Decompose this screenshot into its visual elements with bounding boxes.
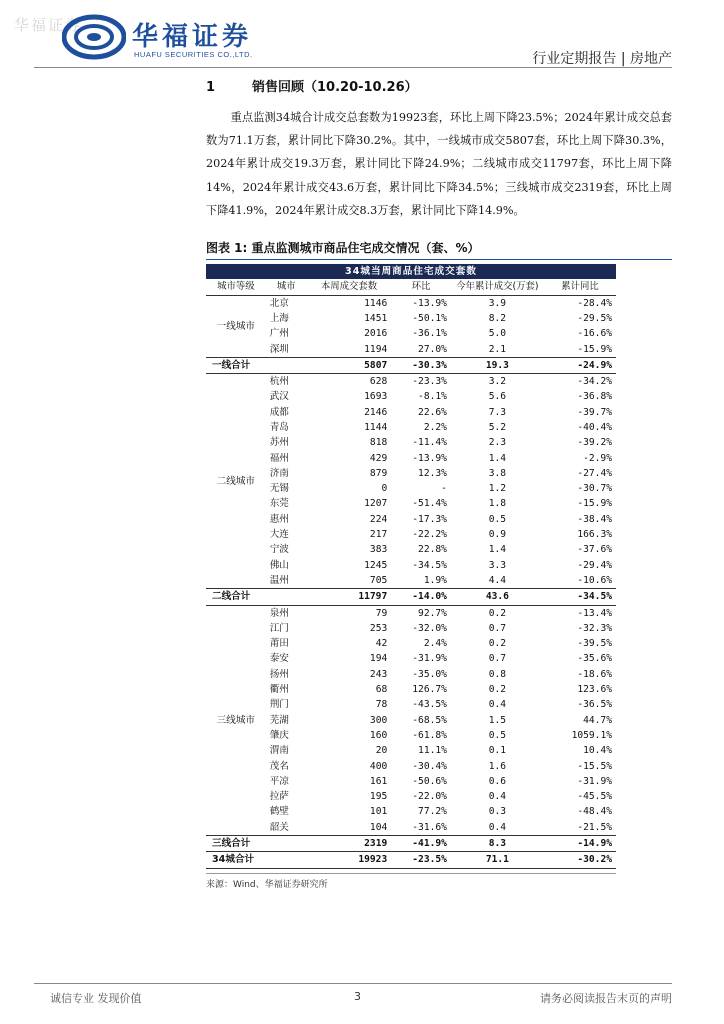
logo-name-en: HUAFU SECURITIES CO.,LTD. <box>134 50 253 59</box>
col-header: 环比 <box>391 279 451 295</box>
table-cell: 123.6% <box>577 684 612 696</box>
table-cell: 芜湖 <box>269 714 289 726</box>
table-cell: -13.9% <box>412 297 447 309</box>
subtotal-row <box>206 589 616 605</box>
table-cell: -21.5% <box>577 821 612 833</box>
summary-paragraph: 重点监测34城合计成交总套数为19923套，环比上周下降23.5%；2024年累计成交总套数为71.1万套，累计同比下降30.2%。其中，一线城市成交5807套，环比上周下降30.3%，2024年累计成交19.3万套，累计同比下降24.9%；二线城市成交11797套，环比上周下降14%，2024年累计成交43.6万套，累计同比下降34.5%；三线城市成交2319套，环比上周下降41.9%，2024年累计成交8.3万套，累计同比下降14.9%。 <box>206 111 672 217</box>
subtotal-cell: 19.3 <box>451 357 544 373</box>
table-row <box>206 311 616 326</box>
table-cell: 0.4 <box>488 699 507 711</box>
table-cell: 0.1 <box>488 745 507 757</box>
table-cell: -36.1% <box>412 328 447 340</box>
table-row <box>206 804 616 819</box>
table-cell: 429 <box>369 452 388 464</box>
table-row <box>206 374 616 390</box>
table-cell: -43.5% <box>412 699 447 711</box>
table-cell: 1194 <box>364 343 388 355</box>
subtotal-cell: -34.5% <box>544 589 616 605</box>
table-cell: 20 <box>375 745 388 757</box>
table-banner: 34城当周商品住宅成交套数 <box>206 264 616 279</box>
footer-divider <box>34 983 672 984</box>
section-number: 1 <box>206 80 216 95</box>
table-cell: 2146 <box>364 406 388 418</box>
table-cell: 泉州 <box>269 607 289 619</box>
table-row <box>206 789 616 804</box>
table-cell: 12.3% <box>418 467 447 479</box>
table-cell: 扬州 <box>269 668 289 680</box>
table-cell: 韶关 <box>269 821 289 833</box>
table-cell: 1.5 <box>488 714 507 726</box>
table-cell: 广州 <box>269 328 289 340</box>
table-cell: 705 <box>369 574 388 586</box>
section-title: 销售回顾（10.20-10.26） <box>252 80 418 95</box>
table-row <box>206 605 616 621</box>
table-row <box>206 621 616 636</box>
table-cell: 3.3 <box>488 559 507 571</box>
table-cell: 0.2 <box>488 684 507 696</box>
table-cell: -34.5% <box>412 559 447 571</box>
table-cell: 成都 <box>269 406 289 418</box>
table-cell: 160 <box>369 729 388 741</box>
table-cell: -35.0% <box>412 668 447 680</box>
table-cell: 拉萨 <box>269 791 289 803</box>
figure-title: 图表 1: 重点监测城市商品住宅成交情况（套、%） <box>206 241 480 256</box>
table-cell: 194 <box>369 653 388 665</box>
table-cell: - <box>441 483 447 495</box>
tier-label: 一线城市 <box>216 320 256 332</box>
table-cell: 0.7 <box>488 622 507 634</box>
table-cell: 江门 <box>269 622 289 634</box>
table-cell: 11.1% <box>418 745 447 757</box>
col-header: 本周成交套数 <box>307 279 391 295</box>
tier-label: 二线城市 <box>216 475 256 487</box>
table-row <box>206 512 616 527</box>
table-cell: -8.1% <box>418 391 447 403</box>
grand-total-row <box>206 852 616 868</box>
table-cell: 0.2 <box>488 638 507 650</box>
table-cell: 苏州 <box>269 437 289 449</box>
table-cell: -34.2% <box>577 376 612 388</box>
table-cell: -50.6% <box>412 775 447 787</box>
table-row <box>206 389 616 404</box>
grand-total-cell: -30.2% <box>544 852 616 868</box>
table-row <box>206 558 616 573</box>
table-row <box>206 295 616 311</box>
table-cell: 400 <box>369 760 388 772</box>
table-cell: -32.0% <box>412 622 447 634</box>
table-cell: 0.7 <box>488 653 507 665</box>
table-cell: -31.9% <box>577 775 612 787</box>
logo-name-cn: 华福证券 <box>132 22 253 52</box>
table-cell: 5.0 <box>488 328 507 340</box>
table-cell: 1059.1% <box>571 729 612 741</box>
table-row <box>206 326 616 341</box>
table-cell: -51.4% <box>412 498 447 510</box>
table-cell: 3.2 <box>488 376 507 388</box>
subtotal-cell: -41.9% <box>391 836 451 852</box>
table-cell: 1.6 <box>488 760 507 772</box>
table-cell: 4.4 <box>488 574 507 586</box>
table-row <box>206 820 616 836</box>
table-cell: 0.6 <box>488 775 507 787</box>
table-cell: 2.4% <box>423 638 447 650</box>
table-cell: 惠州 <box>269 513 289 525</box>
table-cell: -37.6% <box>577 544 612 556</box>
subtotal-cell: 8.3 <box>451 836 544 852</box>
table-row <box>206 405 616 420</box>
col-header: 城市等级 <box>206 279 266 295</box>
table-row <box>206 713 616 728</box>
table-cell: 628 <box>369 376 388 388</box>
table-cell: 879 <box>369 467 388 479</box>
table-cell: -18.6% <box>577 668 612 680</box>
grand-total-cell: -23.5% <box>391 852 451 868</box>
table-cell: -22.2% <box>412 529 447 541</box>
table-cell: 佛山 <box>269 559 289 571</box>
table-cell: 2.2% <box>423 421 447 433</box>
table-cell: 1451 <box>364 312 388 324</box>
table-cell: -39.5% <box>577 638 612 650</box>
table-cell: 0.8 <box>488 668 507 680</box>
main-content <box>206 78 672 890</box>
table-cell: 1144 <box>364 421 388 433</box>
table-cell: 深圳 <box>269 343 289 355</box>
subtotal-cell: -14.0% <box>391 589 451 605</box>
table-cell: -2.9% <box>583 452 612 464</box>
table-cell: 104 <box>369 821 388 833</box>
table-cell: -39.2% <box>577 437 612 449</box>
table-cell: -29.4% <box>577 559 612 571</box>
footer-slogan: 诚信专业 发现价值 <box>50 992 142 1005</box>
table-cell: -28.4% <box>577 297 612 309</box>
table-cell: 0.9 <box>488 529 507 541</box>
table-cell: 161 <box>369 775 388 787</box>
table-cell: 5.2 <box>488 421 507 433</box>
table-cell: -39.7% <box>577 406 612 418</box>
table-row <box>206 451 616 466</box>
table-cell: -68.5% <box>412 714 447 726</box>
section-heading <box>206 78 672 98</box>
table-row <box>206 636 616 651</box>
table-cell: 鹤壁 <box>269 806 289 818</box>
table-cell: -36.5% <box>577 699 612 711</box>
subtotal-row <box>206 357 616 373</box>
subtotal-cell: -24.9% <box>544 357 616 373</box>
table-cell: 92.7% <box>418 607 447 619</box>
table-cell: 44.7% <box>583 714 612 726</box>
table-row <box>206 759 616 774</box>
table-cell: 253 <box>369 622 388 634</box>
table-cell: 杭州 <box>269 376 289 388</box>
table-cell: 0.4 <box>488 821 507 833</box>
table-cell: 武汉 <box>269 391 289 403</box>
logo-swirl-icon <box>62 14 126 60</box>
report-type: 行业定期报告 | 房地产 <box>532 51 672 67</box>
table-cell: -23.3% <box>412 376 447 388</box>
table-cell: 青岛 <box>269 421 289 433</box>
table-cell: 上海 <box>269 312 289 324</box>
table-cell: 1207 <box>364 498 388 510</box>
table-row <box>206 697 616 712</box>
table-cell: 224 <box>369 513 388 525</box>
table-cell: -38.4% <box>577 513 612 525</box>
figure-title-rule <box>206 259 672 260</box>
table-cell: 0.3 <box>488 806 507 818</box>
table-cell: 福州 <box>269 452 289 464</box>
table-cell: -40.4% <box>577 421 612 433</box>
table-cell: -45.5% <box>577 791 612 803</box>
table-cell: 3.9 <box>488 297 507 309</box>
table-cell: -30.4% <box>412 760 447 772</box>
watermark: 华福证券 <box>14 16 83 34</box>
table-row <box>206 573 616 589</box>
table-cell: -15.9% <box>577 343 612 355</box>
table-cell: 42 <box>375 638 388 650</box>
table-cell: 195 <box>369 791 388 803</box>
table-cell: -35.6% <box>577 653 612 665</box>
table-cell: 1.4 <box>488 452 507 464</box>
table-cell: -50.1% <box>412 312 447 324</box>
table-cell: 0.5 <box>488 513 507 525</box>
table-cell: 77.2% <box>418 806 447 818</box>
figure-source: 来源：Wind、华福证券研究所 <box>206 873 616 890</box>
page-number: 3 <box>354 990 361 1003</box>
table-cell: -31.9% <box>412 653 447 665</box>
table-cell: 8.2 <box>488 312 507 324</box>
table-cell: 温州 <box>269 574 289 586</box>
table-cell: 1146 <box>364 297 388 309</box>
footer-disclaimer: 请务必阅读报告末页的声明 <box>540 992 672 1005</box>
table-cell: 1.8 <box>488 498 507 510</box>
subtotal-cell: 2319 <box>307 836 391 852</box>
grand-total-label: 34城合计 <box>206 852 307 868</box>
table-cell: 22.8% <box>418 544 447 556</box>
table-cell: 2.3 <box>488 437 507 449</box>
table-cell: 22.6% <box>418 406 447 418</box>
table-cell: -29.5% <box>577 312 612 324</box>
table-cell: 肇庆 <box>269 729 289 741</box>
table-cell: -13.9% <box>412 452 447 464</box>
table-cell: -36.8% <box>577 391 612 403</box>
table-row <box>206 542 616 557</box>
table-cell: -32.3% <box>577 622 612 634</box>
table-row <box>206 667 616 682</box>
table-cell: 1.2 <box>488 483 507 495</box>
company-logo <box>62 12 272 62</box>
sales-table <box>206 264 616 869</box>
table-cell: -48.4% <box>577 806 612 818</box>
table-row <box>206 651 616 666</box>
table-row <box>206 682 616 697</box>
table-cell: 126.7% <box>412 684 447 696</box>
table-cell: 0 <box>381 483 388 495</box>
table-cell: 莆田 <box>269 638 289 650</box>
table-cell: -11.4% <box>412 437 447 449</box>
table-cell: 0.2 <box>488 607 507 619</box>
tier-label: 三线城市 <box>216 714 256 726</box>
table-cell: 0.5 <box>488 729 507 741</box>
table-cell: 2016 <box>364 328 388 340</box>
table-cell: 243 <box>369 668 388 680</box>
table-cell: 无锡 <box>269 483 289 495</box>
table-cell: 818 <box>369 437 388 449</box>
table-cell: 7.3 <box>488 406 507 418</box>
table-cell: 北京 <box>269 297 289 309</box>
table-row <box>206 496 616 511</box>
table-cell: 27.0% <box>418 343 447 355</box>
grand-total-cell: 71.1 <box>451 852 544 868</box>
table-row <box>206 774 616 789</box>
table-cell: 1.9% <box>423 574 447 586</box>
col-header: 今年累计成交(万套) <box>451 279 544 295</box>
subtotal-row <box>206 836 616 852</box>
table-row <box>206 728 616 743</box>
table-cell: 宁波 <box>269 544 289 556</box>
subtotal-cell: 43.6 <box>451 589 544 605</box>
table-cell: 10.4% <box>583 745 612 757</box>
table-cell: -22.0% <box>412 791 447 803</box>
subtotal-label: 三线合计 <box>206 836 307 852</box>
table-cell: 东莞 <box>269 498 289 510</box>
table-cell: -16.6% <box>577 328 612 340</box>
subtotal-label: 二线合计 <box>206 589 307 605</box>
grand-total-cell: 19923 <box>307 852 391 868</box>
table-cell: 300 <box>369 714 388 726</box>
col-header: 城市 <box>266 279 307 295</box>
table-cell: 217 <box>369 529 388 541</box>
table-cell: 5.6 <box>488 391 507 403</box>
table-row <box>206 420 616 435</box>
table-cell: -31.6% <box>412 821 447 833</box>
col-header: 累计同比 <box>544 279 616 295</box>
table-cell: -10.6% <box>577 574 612 586</box>
subtotal-cell: -14.9% <box>544 836 616 852</box>
table-cell: 1.4 <box>488 544 507 556</box>
table-cell: -30.7% <box>577 483 612 495</box>
table-cell: 平凉 <box>269 775 289 787</box>
table-cell: 茂名 <box>269 760 289 772</box>
table-row <box>206 743 616 758</box>
table-row <box>206 342 616 358</box>
table-cell: 济南 <box>269 467 289 479</box>
table-cell: -17.3% <box>412 513 447 525</box>
subtotal-cell: 11797 <box>307 589 391 605</box>
table-cell: 166.3% <box>577 529 612 541</box>
table-cell: 渭南 <box>269 745 289 757</box>
table-row <box>206 466 616 481</box>
table-cell: -61.8% <box>412 729 447 741</box>
subtotal-cell: 5807 <box>307 357 391 373</box>
table-cell: -15.9% <box>577 498 612 510</box>
table-cell: 3.8 <box>488 467 507 479</box>
table-cell: -13.4% <box>577 607 612 619</box>
subtotal-cell: -30.3% <box>391 357 451 373</box>
table-cell: 383 <box>369 544 388 556</box>
table-cell: 荆门 <box>269 699 289 711</box>
header-divider <box>34 67 672 68</box>
table-cell: 1245 <box>364 559 388 571</box>
table-cell: -27.4% <box>577 467 612 479</box>
table-cell: 101 <box>369 806 388 818</box>
table-cell: 泰安 <box>269 653 289 665</box>
table-cell: 2.1 <box>488 343 507 355</box>
table-cell: 0.4 <box>488 791 507 803</box>
table-cell: 78 <box>375 699 388 711</box>
subtotal-label: 一线合计 <box>206 357 307 373</box>
table-cell: 79 <box>375 607 388 619</box>
table-cell: -15.5% <box>577 760 612 772</box>
table-row <box>206 527 616 542</box>
table-row <box>206 435 616 450</box>
table-cell: 衢州 <box>269 684 289 696</box>
table-cell: 68 <box>375 684 388 696</box>
table-cell: 大连 <box>269 529 289 541</box>
table-row <box>206 481 616 496</box>
table-cell: 1693 <box>364 391 388 403</box>
